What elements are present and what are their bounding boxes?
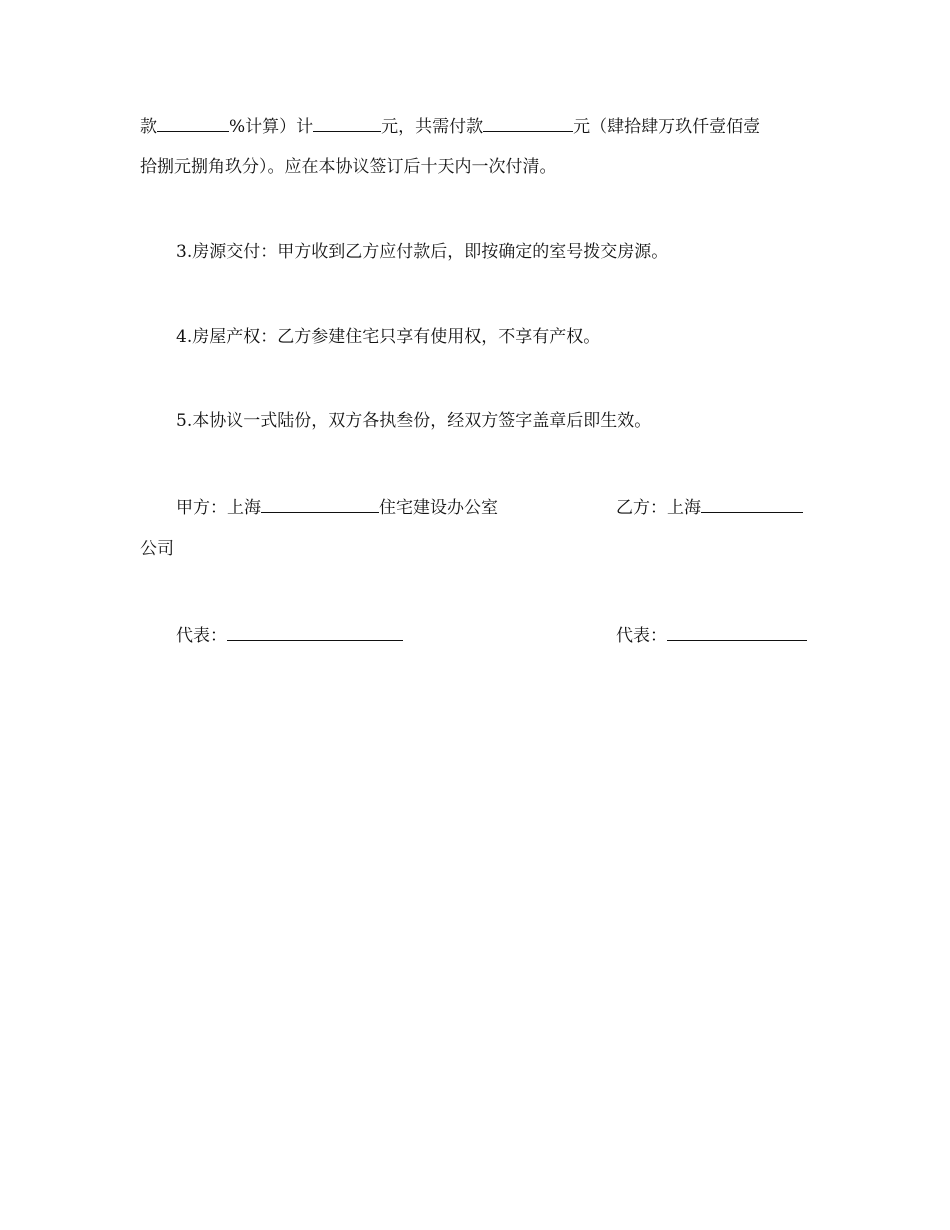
clause-3: 3.房源交付：甲方收到乙方应付款后，即按确定的室号拨交房源。: [176, 242, 669, 262]
party-b-prefix: 乙方：上海: [616, 498, 701, 518]
clause-5: 5.本协议一式陆份，双方各执叁份，经双方签字盖章后即生效。: [176, 411, 652, 431]
payment-line-1: [140, 113, 760, 139]
party-b-line: [616, 494, 803, 520]
party-a-prefix: 甲方：上海: [176, 498, 261, 518]
party-a-suffix: 住宅建设办公室: [379, 498, 498, 518]
rep-a-label: 代表：: [176, 626, 227, 646]
party-a-name-blank: [261, 494, 379, 513]
rep-a-line: [176, 622, 403, 648]
clause-4: 4.房屋产权：乙方参建住宅只享有使用权，不享有产权。: [176, 327, 601, 347]
payment-line-2: 拾捌元捌角玖分）。应在本协议签订后十天内一次付清。: [140, 157, 557, 177]
payment-text-4: 元（肆拾肆万玖仟壹佰壹: [573, 117, 761, 137]
party-a-line: [176, 494, 498, 520]
rep-b-line: [616, 622, 807, 648]
party-b-name-blank: [701, 494, 803, 513]
payment-text-2: %计算）计: [229, 117, 314, 137]
percent-blank: [157, 113, 229, 132]
party-b-continued: 公司: [140, 539, 174, 559]
total-blank: [483, 113, 573, 132]
rep-b-label: 代表：: [616, 626, 667, 646]
rep-a-signature-blank: [227, 622, 403, 641]
amount-blank: [313, 113, 381, 132]
rep-b-signature-blank: [667, 622, 807, 641]
payment-text-1: 款: [140, 117, 157, 137]
payment-text-3: 元，共需付款: [381, 117, 484, 137]
